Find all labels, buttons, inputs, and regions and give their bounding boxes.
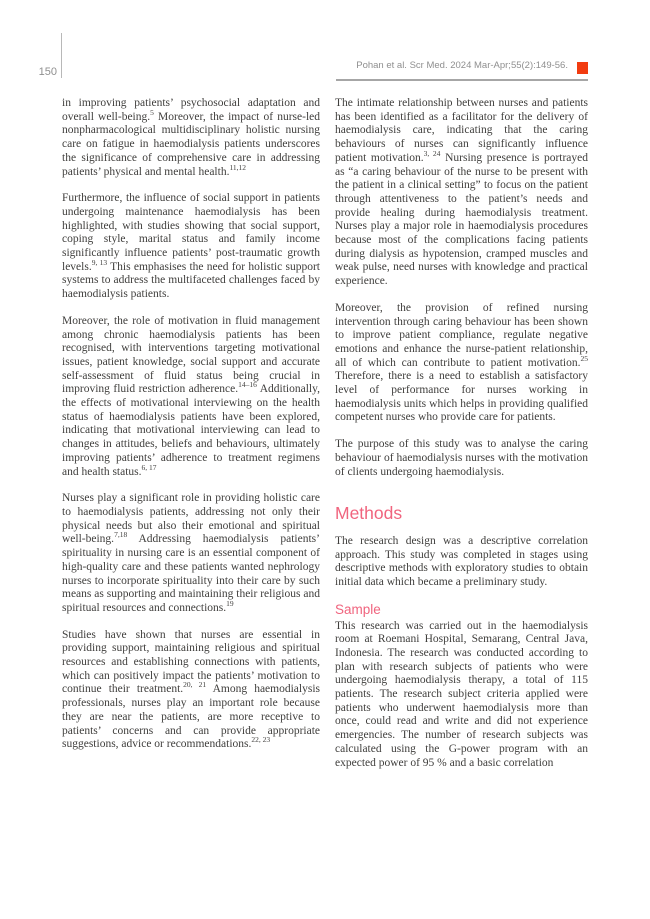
right-column — [335, 97, 588, 783]
subsection-heading: Sample — [335, 601, 381, 617]
paragraph: Furthermore, the influence of social support in patients undergoing maintenance haemodialysis has been highlighted, with studies showing that social support, coping style, marital status and family income significantly influence patients’ post-traumatic growth levels.$^{9, 13}$ This emphasises the need for holistic support systems to address the multifaceted challenges faced by haemodialysis patients. — [62, 192, 321, 301]
citation-reference: 14–16 — [238, 380, 257, 390]
citation-reference: 11,12 — [229, 162, 247, 172]
paragraph: Studies have shown that nurses are essential in providing support, maintaining religious and spiritual resources and establishing connections with patients, which can positively impact the patients’ motivation to continue their treatment.$^{20, 21}$ Among haemodialysis professionals, nurses play an important role because they are near the patients, are more receptive to patients’ concerns and can provide appropriate suggestions, advice or recommendations.$^{22, 23}$ — [62, 628, 320, 751]
paragraph: Moreover, the provision of refined nursing intervention through caring behaviour has been shown to improve patient compliance, regulate negative emotions and enhance the nurse-patient relationship, all of which can contribute to patient motivation.$^{25}$ Therefore, there is a need to establish a satisfactory level of performance for nurses working in haemodialysis units which helps in providing qualified competent nurses who provide care for patients. — [335, 301, 588, 424]
paragraph: The intimate relationship between nurses and patients has been identified as a facilitator for the delivery of haemodialysis care, indicating that the caring behaviours of nurses can significantly influence patient motivation.$^{3, 24}$ Nursing presence is portrayed as “a caring behaviour of the nurse to be present with the patient in a clinical setting” to focus on the patient through attentiveness to the patient’s needs and provide healing during haemodialysis treatment. Nurses play a major role in haemodialysis procedures because most of the complications facing patients during dialysis as hypotension, cramped muscles and weak pulse, need nurses with knowledge and practical experience. — [335, 97, 589, 288]
citation-reference: 6, 17 — [141, 462, 157, 472]
citation-reference: 25 — [580, 353, 588, 363]
paragraph: Nurses play a significant role in providing holistic care to haemodialysis patients, addressing not only their physical needs but also their emotional and spiritual well-being.$^{7,18}$ Addressing haemodialysis patients’ spirituality in nursing care is an essential component of high-quality care and these patients wanted nephrology nurses to incorporate spirituality into their care by such means as supporting and maintaining their religious and spiritual resources and connections.$^{19}$ — [62, 492, 320, 614]
journal-marker-square-icon — [577, 62, 588, 74]
header-rule — [336, 79, 588, 81]
article-body — [62, 97, 588, 783]
left-column — [62, 97, 320, 783]
citation-reference: 22, 23 — [251, 735, 271, 745]
citation-reference: 19 — [226, 599, 234, 609]
citation-reference: 5 — [150, 107, 154, 117]
section-heading: Methods — [335, 503, 403, 524]
paragraph: The purpose of this study was to analyse the caring behaviour of haemodialysis nurses with the motivation of clients undergoing haemodialysis. — [335, 438, 588, 478]
paragraph: The research design was a descriptive correlation approach. This study was completed in stages using descriptive methods with exploratory studies to obtain initial data which became a preliminary study. — [335, 534, 588, 589]
citation-reference: 9, 13 — [91, 257, 108, 267]
running-head-citation: Pohan et al. Scr Med. 2024 Mar-Apr;55(2):149-56. — [356, 60, 568, 71]
citation-reference: 20, 21 — [183, 680, 207, 690]
paragraph: Moreover, the role of motivation in fluid management among chronic haemodialysis patients has been recognised, with interventions targeting motivational issues, patient knowledge, social support and accurate self-assessment of fluid status being crucial in improving fluid restriction adherence.$^{14-16}$ Additionally, the effects of motivational interviewing on the health status of haemodialysis patients have been explored, indicating that motivational interviewing can lead to changes in attitudes, beliefs and behaviours, ultimately improving patients’ adherence to treatment regimens and health status.$^{6, 17}$ — [62, 314, 320, 478]
paragraph: in improving patients’ psychosocial adaptation and overall well-being.$^5$ Moreover, the impact of nurse-led nonpharmacological multidisciplinary holistic nursing care on fatigue in haemodialysis patients underscores the significance of comprehensive care in addressing patients’ physical and mental health.$^{11,12}$ — [62, 97, 321, 178]
citation-reference: 3, 24 — [423, 148, 441, 158]
page-number: 150 — [38, 66, 57, 78]
citation-reference: 7,18 — [114, 530, 128, 540]
paragraph: This research was carried out in the haemodialysis room at Roemani Hospital, Semarang, Central Java, Indonesia. The research was conducted according to plan with research subjects of patients who were undergoing haemodialysis therapy, a total of 115 patients. The research subject criteria applied were patients who underwent haemodialysis more than once, could read and write and did not experience emergencies. The number of research subjects was calculated using the G-power program with an expected power of 95 % and a basic correlation — [335, 619, 588, 769]
page-number-rule — [61, 33, 62, 78]
